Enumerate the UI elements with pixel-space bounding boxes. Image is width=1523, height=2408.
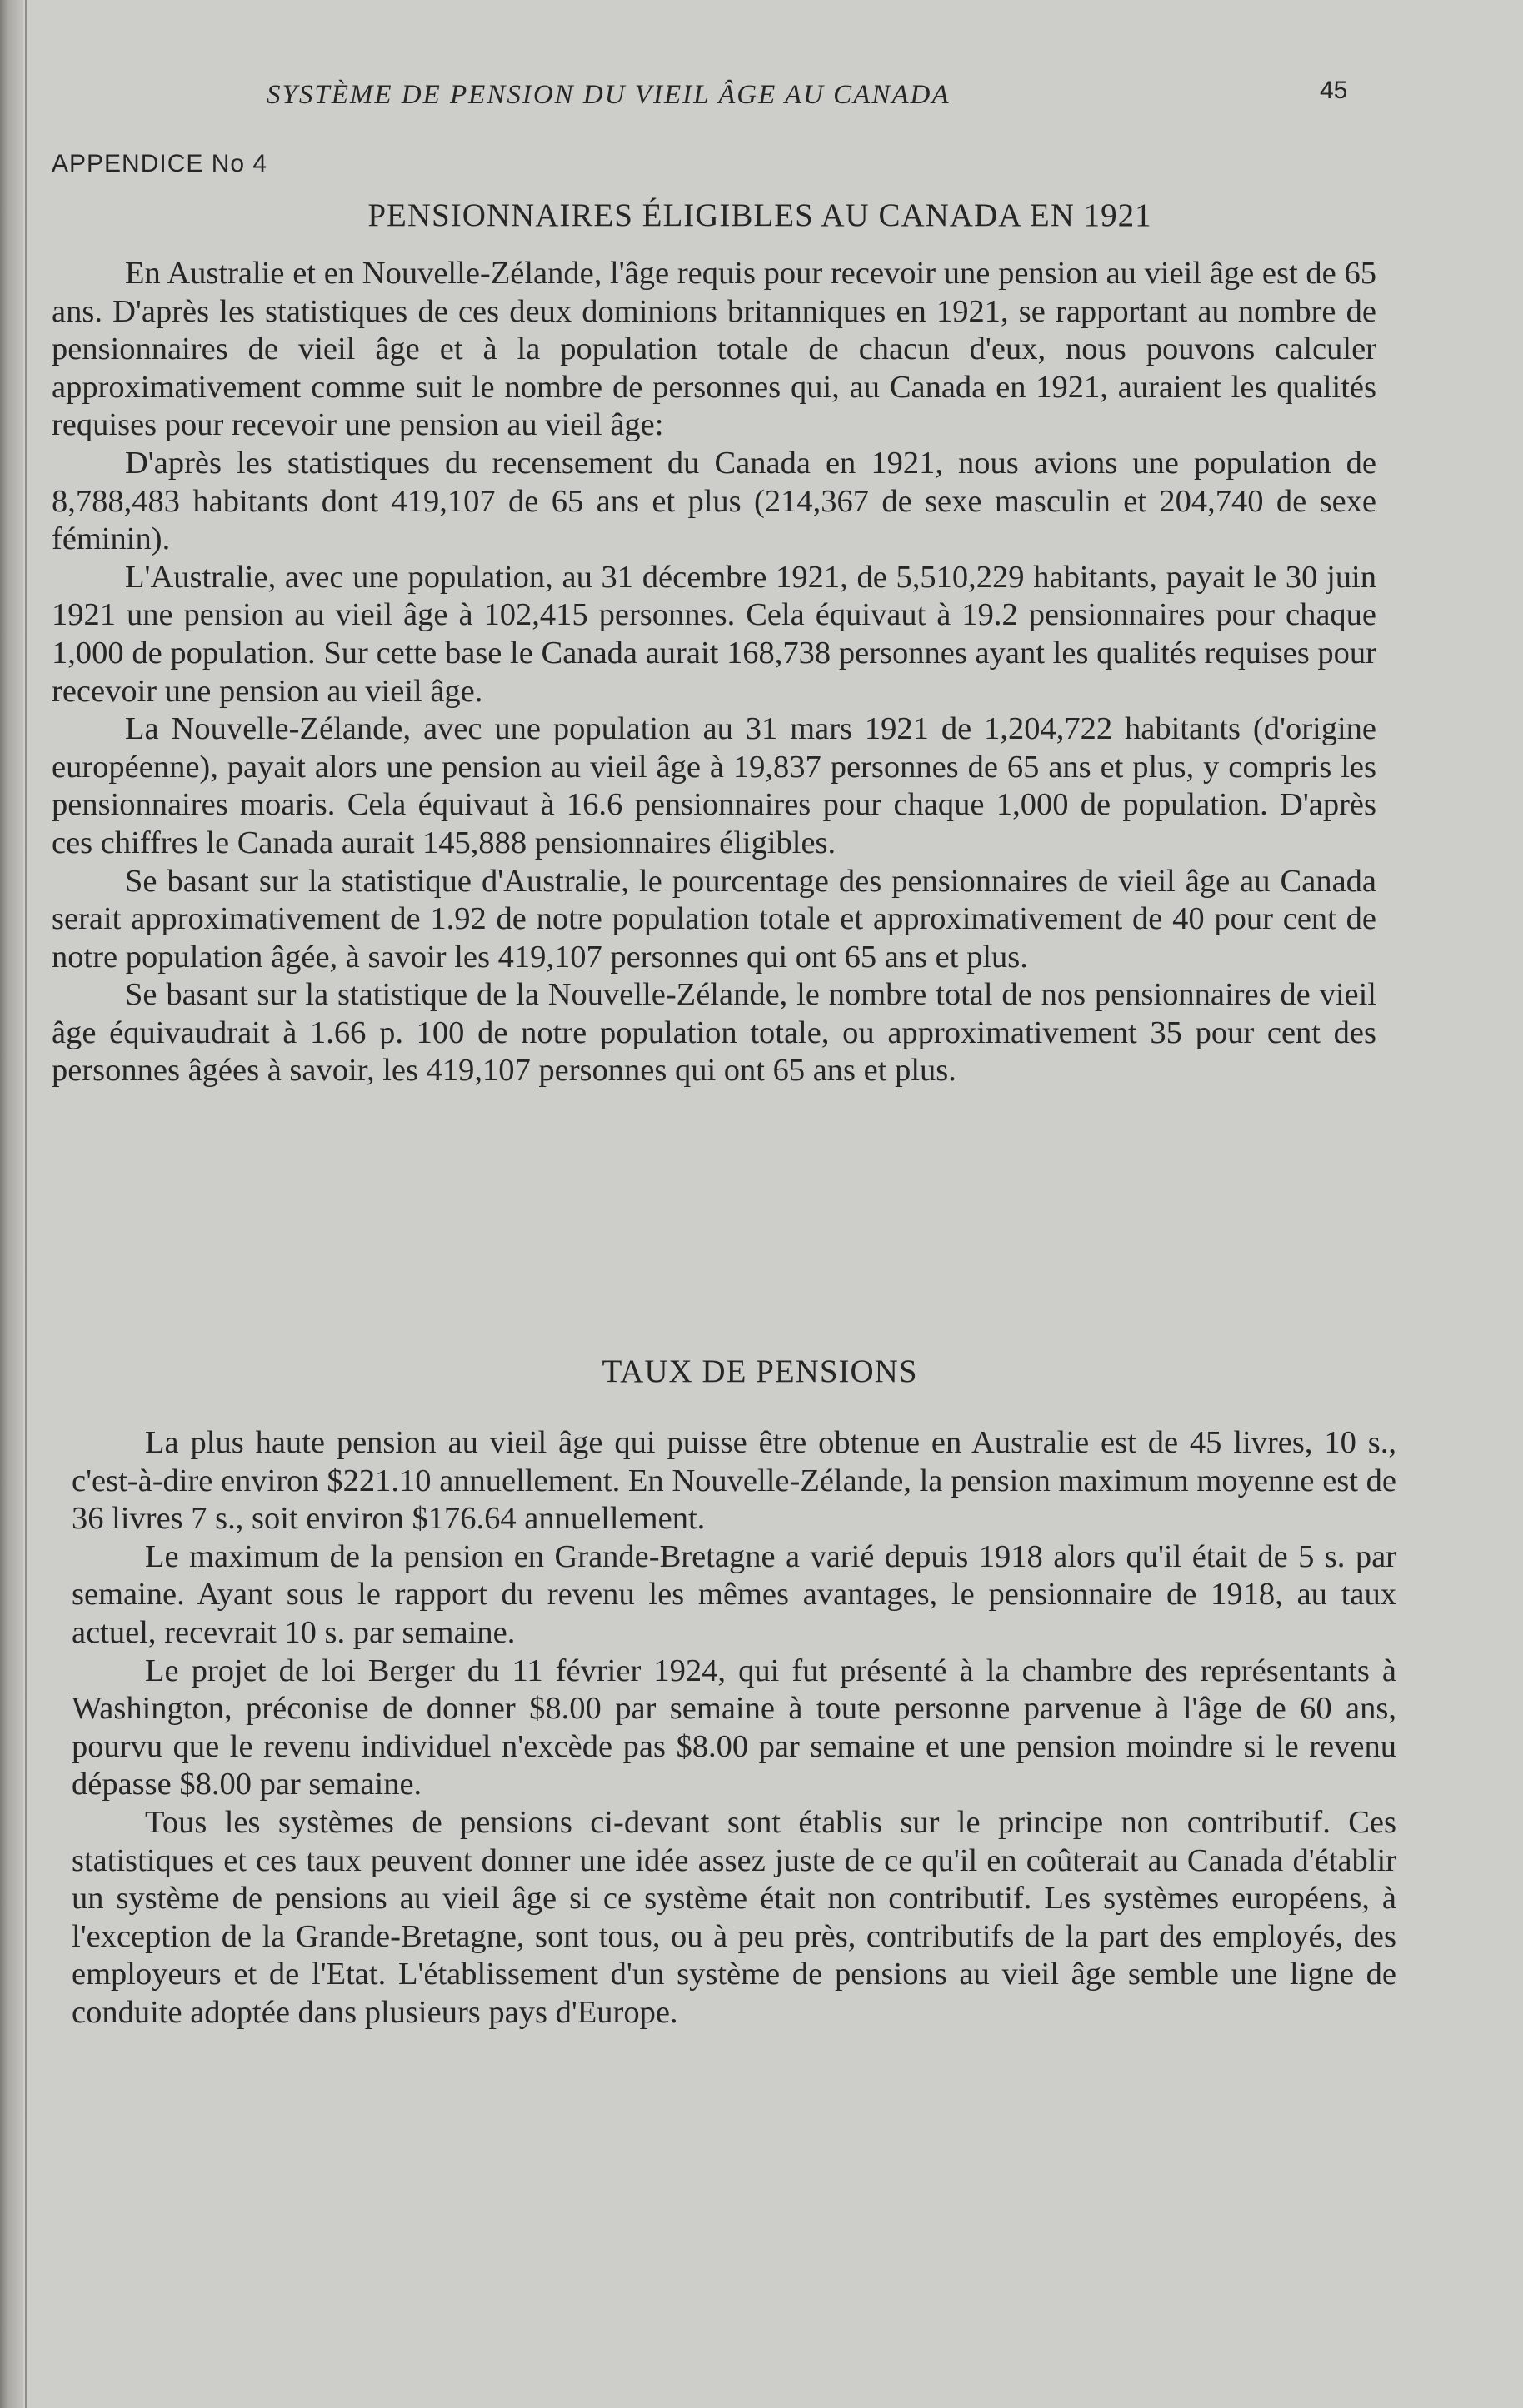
section-title-pension-rates: TAUX DE PENSIONS xyxy=(602,1354,918,1389)
paragraph: Le maximum de la pension en Grande-Bretagne a varié depuis 1918 alors qu'il était de 5 s. par semaine. Ayant sous le rapport du revenu les mêmes avantages, le pensionnaire de 1918, au taux actuel, recevrait 10 s. par semaine. xyxy=(72,1538,1396,1650)
paragraph: L'Australie, avec une population, au 31 décembre 1921, de 5,510,229 habitants, payait le 30 juin 1921 une pension au vieil âge à 102,415 personnes. Cela équivaut à 19.2 pensionnaires pour chaque 1,000 de population. Sur cette base le Canada aurait 168,738 personnes ayant les qualités requises pour recevoir une pension au vieil âge. xyxy=(52,559,1376,709)
paragraph: Le projet de loi Berger du 11 février 1924, qui fut présenté à la chambre des représentants à Washington, préconise de donner $8.00 par semaine à toute personne parvenue à l'âge de 60 ans, pourvu que le revenu individuel n'excède pas $8.00 par semaine et une pension moindre si le revenu dépasse $8.00 par semaine. xyxy=(72,1653,1396,1802)
appendix-label: APPENDICE No 4 xyxy=(52,150,268,177)
paragraph: D'après les statistiques du recensement du Canada en 1921, nous avions une population de 8,788,483 habitants dont 419,107 de 65 ans et plus (214,367 de sexe masculin et 204,740 de sexe féminin). xyxy=(52,445,1376,557)
section-title-eligible-pensioners: PENSIONNAIRES ÉLIGIBLES AU CANADA EN 1921 xyxy=(367,197,1152,233)
paragraph: En Australie et en Nouvelle-Zélande, l'âge requis pour recevoir une pension au vieil âge est de 65 ans. D'après les statistiques de ces deux dominions britanniques en 1921, se rapportant au nombre de pensionnaires de vieil âge et à la population totale de chacun d'eux, nous pouvons calculer approximativement comme suit le nombre de personnes qui, au Canada en 1921, auraient les qualités requises pour recevoir une pension au vieil âge: xyxy=(52,256,1376,443)
paragraph: Se basant sur la statistique de la Nouvelle-Zélande, le nombre total de nos pensionnaires de vieil âge équivaudrait à 1.66 p. 100 de notre population totale, ou approximativement 35 pour cent des personnes âgées à savoir, les 419,107 personnes qui ont 65 ans et plus. xyxy=(52,977,1376,1089)
book-binding-edge xyxy=(0,0,23,2408)
paragraph: La plus haute pension au vieil âge qui puisse être obtenue en Australie est de 45 livres, 10 s., c'est-à-dire environ $221.10 annuellement. En Nouvelle-Zélande, la pension maximum moyenne est de 36 livres 7 s., soit environ $176.64 annuellement. xyxy=(72,1425,1396,1537)
page-number: 45 xyxy=(1320,77,1348,104)
paragraph: Se basant sur la statistique d'Australie, le pourcentage des pensionnaires de vieil âge au Canada serait approximativement de 1.92 de notre population totale et approximativement de 40 pour cent de notre population âgée, à savoir les 419,107 personnes qui ont 65 ans et plus. xyxy=(52,863,1376,975)
section-body-pension-rates xyxy=(72,1424,1396,2032)
paragraph: Tous les systèmes de pensions ci-devant sont établis sur le principe non contributif. Ces statistiques et ces taux peuvent donner une idée assez juste de ce qu'il en coûterait au Canada d'établir un système de pensions au vieil âge si ce système était non contributif. Les systèmes européens, à l'exception de la Grande-Bretagne, sont tous, ou à peu près, contributifs de la part des employés, des employeurs et de l'Etat. L'établissement d'un système de pensions au vieil âge semble une ligne de conduite adoptée dans plusieurs pays d'Europe. xyxy=(72,1804,1396,2030)
page-edge-line xyxy=(25,0,27,2408)
document-page xyxy=(52,0,1468,2408)
running-head: SYSTÈME DE PENSION DU VIEIL ÂGE AU CANADA xyxy=(267,80,951,110)
paragraph: La Nouvelle-Zélande, avec une population au 31 mars 1921 de 1,204,722 habitants (d'origine européenne), payait alors une pension au vieil âge à 19,837 personnes de 65 ans et plus, y compris les pensionnaires moaris. Cela équivaut à 16.6 pensionnaires pour chaque 1,000 de population. D'après ces chiffres le Canada aurait 145,888 pensionnaires éligibles. xyxy=(52,711,1376,860)
section-body-eligible-pensioners xyxy=(52,255,1376,1090)
